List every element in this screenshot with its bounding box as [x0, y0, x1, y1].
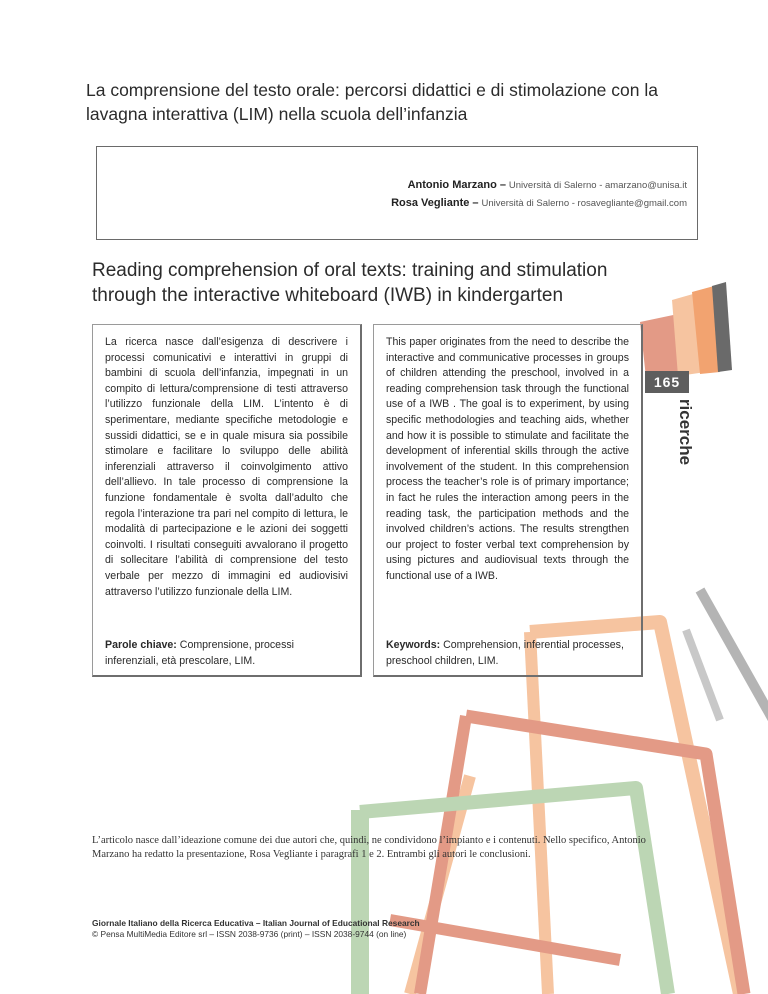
- keywords-italian: [105, 638, 348, 669]
- author-2-name: Rosa Vegliante –: [391, 197, 479, 209]
- section-label: [660, 398, 700, 466]
- keywords-english-values: Comprehension, inferential processes, preschool children, LIM.: [386, 639, 624, 667]
- author-contribution-note: L’articolo nasce dall’ideazione comune dei due autori che, quindi, ne condividono l’impianto e i contenuti. Nello specifico, Antonio Marzano ha redatto la presentazione, Rosa Vegliante i paragrafi 1 e 2. Entrambi gli autori le conclusioni.: [92, 835, 646, 860]
- author-2: [391, 197, 687, 209]
- section-label-text: ricerche: [676, 398, 696, 466]
- footer-journal: Giornale Italiano della Ricerca Educativa – Italian Journal of Educational Research: [92, 918, 420, 928]
- page-number: 165: [645, 371, 689, 393]
- footer: [92, 918, 692, 940]
- author-1-name: Antonio Marzano –: [407, 179, 506, 191]
- author-1-affiliation: Università di Salerno - amarzano@unisa.it: [508, 180, 687, 191]
- article-title-english: Reading comprehension of oral texts: training and stimulation through the interactive whiteboard (IWB) in kindergarten: [92, 260, 608, 306]
- author-2-affiliation: Università di Salerno - rosavegliante@gmail.com: [481, 198, 687, 209]
- author-1: [408, 179, 687, 191]
- keywords-italian-label: Parole chiave:: [105, 639, 177, 651]
- keywords-italian-values: Comprensione, processi inferenziali, età prescolare, LIM.: [105, 639, 295, 667]
- green-frame-top: [360, 788, 668, 994]
- keywords-english: [386, 638, 629, 669]
- abstract-english-text: This paper originates from the need to describe the interactive and communicative processes in groups of children attending the preschool, involved in a reading comprehension task through the functional use of a IWB . The goal is to experiment, by using specific methodologies and teaching aids, whether and how it is possible to stimulate and facilitate the development of inferential skills through the active involvement of the student. In this comprehension process the teacher’s role is of primary importance; in fact he rules the interaction among peers in the reading task, the participation methods and the involved children’s actions. The results strengthen our project to foster verbal text comprehension by using pictures and audiovisual texts through the functional use of a IWB.: [386, 336, 629, 582]
- abstract-english-box: [373, 324, 643, 677]
- article-title-italian: La comprensione del testo orale: percorsi didattici e di stimolazione con la lavagna interattiva (LIM) nella scuola dell’infanzia: [86, 80, 658, 124]
- gray-line-2: [686, 630, 720, 720]
- gray-line-1: [700, 590, 768, 750]
- authors-box: [96, 146, 698, 240]
- footer-publisher: © Pensa MultiMedia Editore srl – ISSN 2038-9736 (print) – ISSN 2038-9744 (on line): [92, 929, 407, 939]
- abstract-italian-box: [92, 324, 362, 677]
- keywords-english-label: Keywords:: [386, 639, 441, 651]
- abstract-italian-text: La ricerca nasce dall’esigenza di descrivere i processi comunicativi e interattivi in gruppi di bambini di scuola dell’infanzia, impegnati in un compito di lettura/comprensione di testi attraverso l’utilizzo funzionale della LIM. L’intento è di sperimentare, mediante specifiche metodologie e sussidi didattici, se e in quale misura sia possibile stimolare e facilitare lo sviluppo delle abilità inferenziali attraverso il coinvolgimento attivo dell’allievo. In tale processo di comprensione la funzione fondamentale è svolta dall’adulto che regola l’interazione tra pari nel compito di lettura, le modalità di partecipazione e le azioni dei soggetti coinvolti. I risultati conseguiti avvalorano il progetto di sollecitare l’abilità di comprensione del testo verbale per mezzo di immagini ed audiovisivi attraverso l’utilizzo funzionale della LIM.: [105, 336, 348, 598]
